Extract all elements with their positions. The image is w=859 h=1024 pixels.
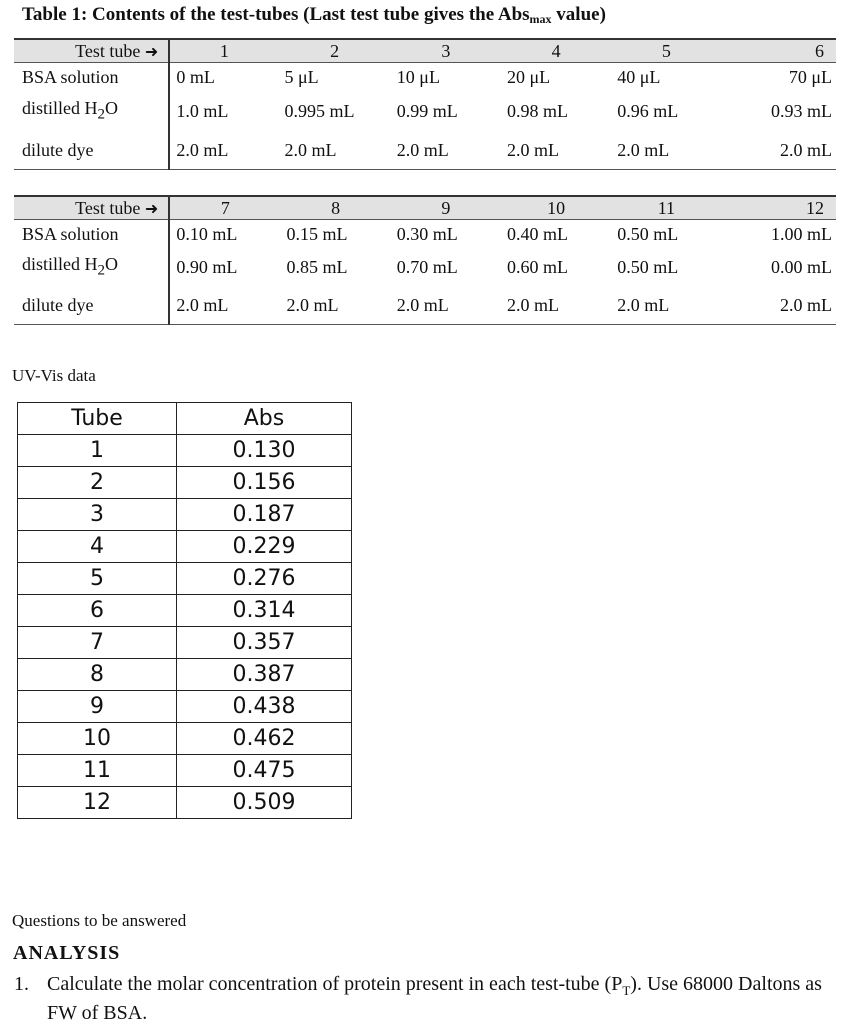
table-row: [18, 595, 352, 627]
row-label: dilute dye: [14, 131, 169, 170]
tube-number: 9: [391, 196, 501, 220]
table-cell: 40 μL: [617, 66, 661, 87]
row-label: BSA solution: [14, 220, 169, 249]
table-cell: 0.30 mL: [396, 223, 458, 244]
table-cell: 2.0 mL: [501, 131, 611, 170]
table-cell: 2.0 mL: [611, 131, 721, 170]
tube-number: 10: [501, 196, 611, 220]
header-label: Test tube ➜: [14, 39, 169, 63]
table-cell: 0.90 mL: [176, 256, 238, 277]
tube-cell: 2: [18, 467, 177, 499]
question-number: 1.: [14, 973, 29, 995]
dye-row: [14, 286, 836, 325]
abs-cell: 0.462: [177, 723, 352, 755]
table-row: [18, 435, 352, 467]
column-header: Abs: [177, 403, 352, 435]
table-cell: 0.10 mL: [176, 223, 238, 244]
water-row: [14, 91, 836, 131]
question-item: [14, 973, 844, 1024]
abs-cell: 0.387: [177, 659, 352, 691]
table-cell: 20 μL: [507, 66, 551, 87]
table-cell: 2.0 mL: [611, 286, 721, 325]
table-cell: 1.00 mL: [771, 223, 832, 244]
table-cell: 2.0 mL: [391, 131, 501, 170]
abs-cell: 0.229: [177, 531, 352, 563]
table-row: [18, 691, 352, 723]
tube-cell: 11: [18, 755, 177, 787]
tube-number: 3: [391, 39, 501, 63]
uv-vis-label: UV-Vis data: [12, 366, 96, 385]
abs-cell: 0.314: [177, 595, 352, 627]
table-cell: 2.0 mL: [721, 286, 836, 325]
abs-cell: 0.438: [177, 691, 352, 723]
question-text: Calculate the molar concentration of protein present in each test-tube $(P_T)$. Use 68000 Daltons as FW of BSA.: [47, 973, 822, 1024]
tube-cell: 9: [18, 691, 177, 723]
tube-cell: 12: [18, 787, 177, 819]
tube-cell: 7: [18, 627, 177, 659]
table-row: [18, 755, 352, 787]
table-cell: 5 μL: [284, 66, 319, 87]
table-cell: 0.96 mL: [617, 100, 679, 121]
table-cell: 0.60 mL: [507, 256, 569, 277]
test-tube-table-2: [14, 195, 836, 325]
tube-number: 5: [611, 39, 721, 63]
table-cell: 2.0 mL: [169, 286, 280, 325]
tube-number: 2: [279, 39, 391, 63]
tube-cell: 8: [18, 659, 177, 691]
table-cell: 0.50 mL: [617, 256, 679, 277]
abs-cell: 0.475: [177, 755, 352, 787]
tube-cell: 5: [18, 563, 177, 595]
bsa-row: [14, 220, 836, 249]
table-row: [18, 563, 352, 595]
table-cell: 2.0 mL: [501, 286, 611, 325]
tube-number: 7: [169, 196, 280, 220]
tube-cell: 6: [18, 595, 177, 627]
table-cell: 2.0 mL: [281, 286, 391, 325]
table-row: [18, 659, 352, 691]
table-cell: 0.50 mL: [617, 223, 679, 244]
table-header-row: [14, 196, 836, 220]
table-cell: 0.93 mL: [771, 100, 832, 121]
tube-number: 8: [281, 196, 391, 220]
arrow-right-icon: ➜: [144, 41, 159, 61]
tube-number: 6: [722, 39, 837, 63]
dye-row: [14, 131, 836, 170]
analysis-heading: ANALYSIS: [13, 942, 121, 964]
tube-number: 12: [721, 196, 836, 220]
tube-cell: 1: [18, 435, 177, 467]
tube-number: 4: [501, 39, 611, 63]
table-cell: 0 mL: [176, 66, 215, 87]
table-cell: 0.98 mL: [507, 100, 569, 121]
row-label: dilute dye: [14, 286, 169, 325]
arrow-right-icon: ➜: [144, 198, 159, 218]
abs-cell: 0.187: [177, 499, 352, 531]
tube-cell: 4: [18, 531, 177, 563]
table-row: [18, 467, 352, 499]
table-cell: 10 μL: [396, 66, 440, 87]
row-label: distilled $H_2O$: [14, 248, 169, 286]
table-cell: 0.995 mL: [284, 100, 355, 121]
table-caption: Table 1: Contents of the test-tubes (Last test tube gives the Abs$_{max}$ value): [22, 4, 606, 26]
table-cell: 2.0 mL: [169, 131, 278, 170]
abs-cell: 0.509: [177, 787, 352, 819]
table-row: [18, 787, 352, 819]
table-header-row: [18, 403, 352, 435]
row-label: BSA solution: [14, 63, 169, 92]
row-label: distilled $H_2O$: [14, 91, 169, 131]
table-cell: 2.0 mL: [722, 131, 837, 170]
table-cell: 0.15 mL: [286, 223, 348, 244]
table-cell: 0.70 mL: [396, 256, 458, 277]
abs-cell: 0.357: [177, 627, 352, 659]
table-cell: 2.0 mL: [279, 131, 391, 170]
test-tube-table-1: [14, 38, 836, 170]
table-cell: 0.85 mL: [286, 256, 348, 277]
abs-cell: 0.276: [177, 563, 352, 595]
tube-cell: 3: [18, 499, 177, 531]
tube-cell: 10: [18, 723, 177, 755]
bsa-row: [14, 63, 836, 92]
table-cell: 0.40 mL: [507, 223, 569, 244]
absorbance-table: [17, 402, 352, 819]
questions-label: Questions to be answered: [12, 911, 187, 930]
tube-number: 1: [169, 39, 278, 63]
table-cell: 2.0 mL: [391, 286, 501, 325]
abs-cell: 0.130: [177, 435, 352, 467]
table-cell: 1.0 mL: [176, 100, 229, 121]
table-header-row: [14, 39, 836, 63]
table-cell: 70 μL: [788, 66, 832, 87]
tube-number: 11: [611, 196, 721, 220]
table-cell: 0.00 mL: [771, 256, 832, 277]
header-label: Test tube ➜: [14, 196, 169, 220]
table-row: [18, 531, 352, 563]
table-cell: 0.99 mL: [396, 100, 458, 121]
table-row: [18, 627, 352, 659]
abs-cell: 0.156: [177, 467, 352, 499]
table-row: [18, 499, 352, 531]
water-row: [14, 248, 836, 286]
column-header: Tube: [18, 403, 177, 435]
table-row: [18, 723, 352, 755]
